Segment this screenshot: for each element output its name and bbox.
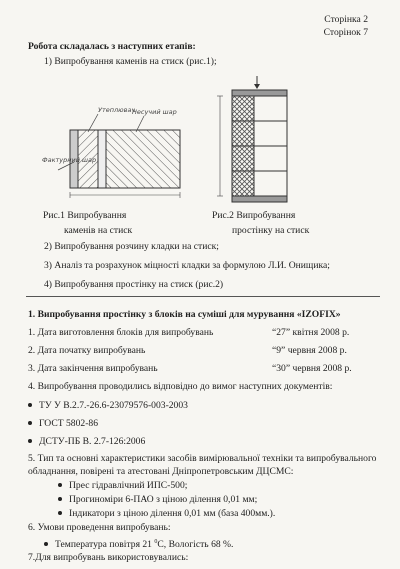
date-label-1: 1. Дата виготовлення блоків для випробувань	[28, 327, 214, 338]
item-7: 7.Для випробувань використовувались:	[28, 552, 189, 563]
step-2: 2) Випробування розчину кладки на стиск;	[44, 241, 219, 252]
item-6: 6. Умови проведення випробувань:	[28, 522, 171, 533]
figure-2-caption-line2: простінку на стиск	[232, 225, 310, 236]
equipment-item-text: Прогиноміри 6-ПАО з ціною ділення 0,01 мм;	[69, 494, 258, 505]
page-number: Сторінка 2	[324, 14, 368, 25]
date-label-2: 2. Дата початку випробувань	[28, 345, 146, 356]
date-label-3: 3. Дата закінчення випробувань	[28, 363, 158, 374]
item-5-line2: обладнання, повірені та атестовані Дніпропетровським ДЦСМС:	[28, 466, 294, 477]
step-4: 4) Випробування простінку на стиск (рис.2)	[44, 279, 224, 290]
page-count: Сторінок 7	[323, 27, 368, 38]
doc-item-text: ТУ У В.2.7.-26.6-23079576-003-2003	[39, 400, 188, 411]
item-5-line1: 5. Тип та основні характеристики засобів вимірювальної техніки та випробувального	[28, 453, 377, 464]
figure-1-caption-line2: каменів на стиск	[64, 225, 133, 236]
label-insulation: Утеплювач	[98, 106, 136, 114]
section-divider	[26, 296, 380, 297]
stages-heading: Робота складалась з наступних етапів:	[28, 41, 196, 52]
doc-item	[28, 436, 145, 448]
figure-1-drawing	[40, 100, 200, 210]
doc-item-text: ДСТУ-ПБ В. 2.7-126:2006	[39, 436, 146, 447]
figure-2-drawing	[212, 74, 292, 208]
conditions-temperature: Температура повітря 21	[55, 539, 152, 551]
conditions	[44, 536, 233, 551]
bullet-icon	[28, 421, 32, 425]
conditions-humidity: С, Вологість 68 %.	[157, 539, 234, 551]
equipment-item-text: Індикатори з ціною ділення 0,01 мм (база 400мм.).	[69, 508, 276, 519]
label-bearing-layer: Несучий шар	[132, 108, 177, 116]
degree-superscript: 0	[154, 539, 158, 545]
equipment-item	[58, 480, 187, 492]
equipment-item-text: Прес гідравлічний ИПС-500;	[69, 480, 188, 491]
bullet-icon	[58, 483, 62, 487]
doc-item	[28, 400, 188, 412]
date-value-2: “9” червня 2008 р.	[272, 345, 347, 356]
date-value-1: “27” квітня 2008 р.	[272, 327, 350, 338]
bullet-icon	[58, 497, 62, 501]
bullet-icon	[44, 542, 48, 546]
equipment-item	[58, 494, 257, 506]
item-4: 4. Випробування проводились відповідно до вимог наступних документів:	[28, 381, 333, 392]
figure-1-caption-line1: Рис.1 Випробування	[43, 210, 127, 221]
bullet-icon	[58, 511, 62, 515]
figure-2-caption-line1: Рис.2 Випробування	[212, 210, 296, 221]
doc-item	[28, 418, 98, 430]
bullet-icon	[28, 439, 32, 443]
step-3: 3) Аналіз та розрахунок міцності кладки за формулою Л.И. Онищика;	[44, 260, 330, 271]
section-1-title: 1. Випробування простінку з блоків на суміші для мурування «IZOFIX»	[28, 309, 341, 320]
equipment-item	[58, 508, 275, 520]
doc-item-text: ГОСТ 5802-86	[39, 418, 98, 429]
step-1: 1) Випробування каменів на стиск (рис.1);	[44, 56, 217, 67]
label-facing-layer: Фактурний шар	[42, 156, 97, 164]
date-value-3: “30” червня 2008 р.	[272, 363, 352, 374]
bullet-icon	[28, 403, 32, 407]
